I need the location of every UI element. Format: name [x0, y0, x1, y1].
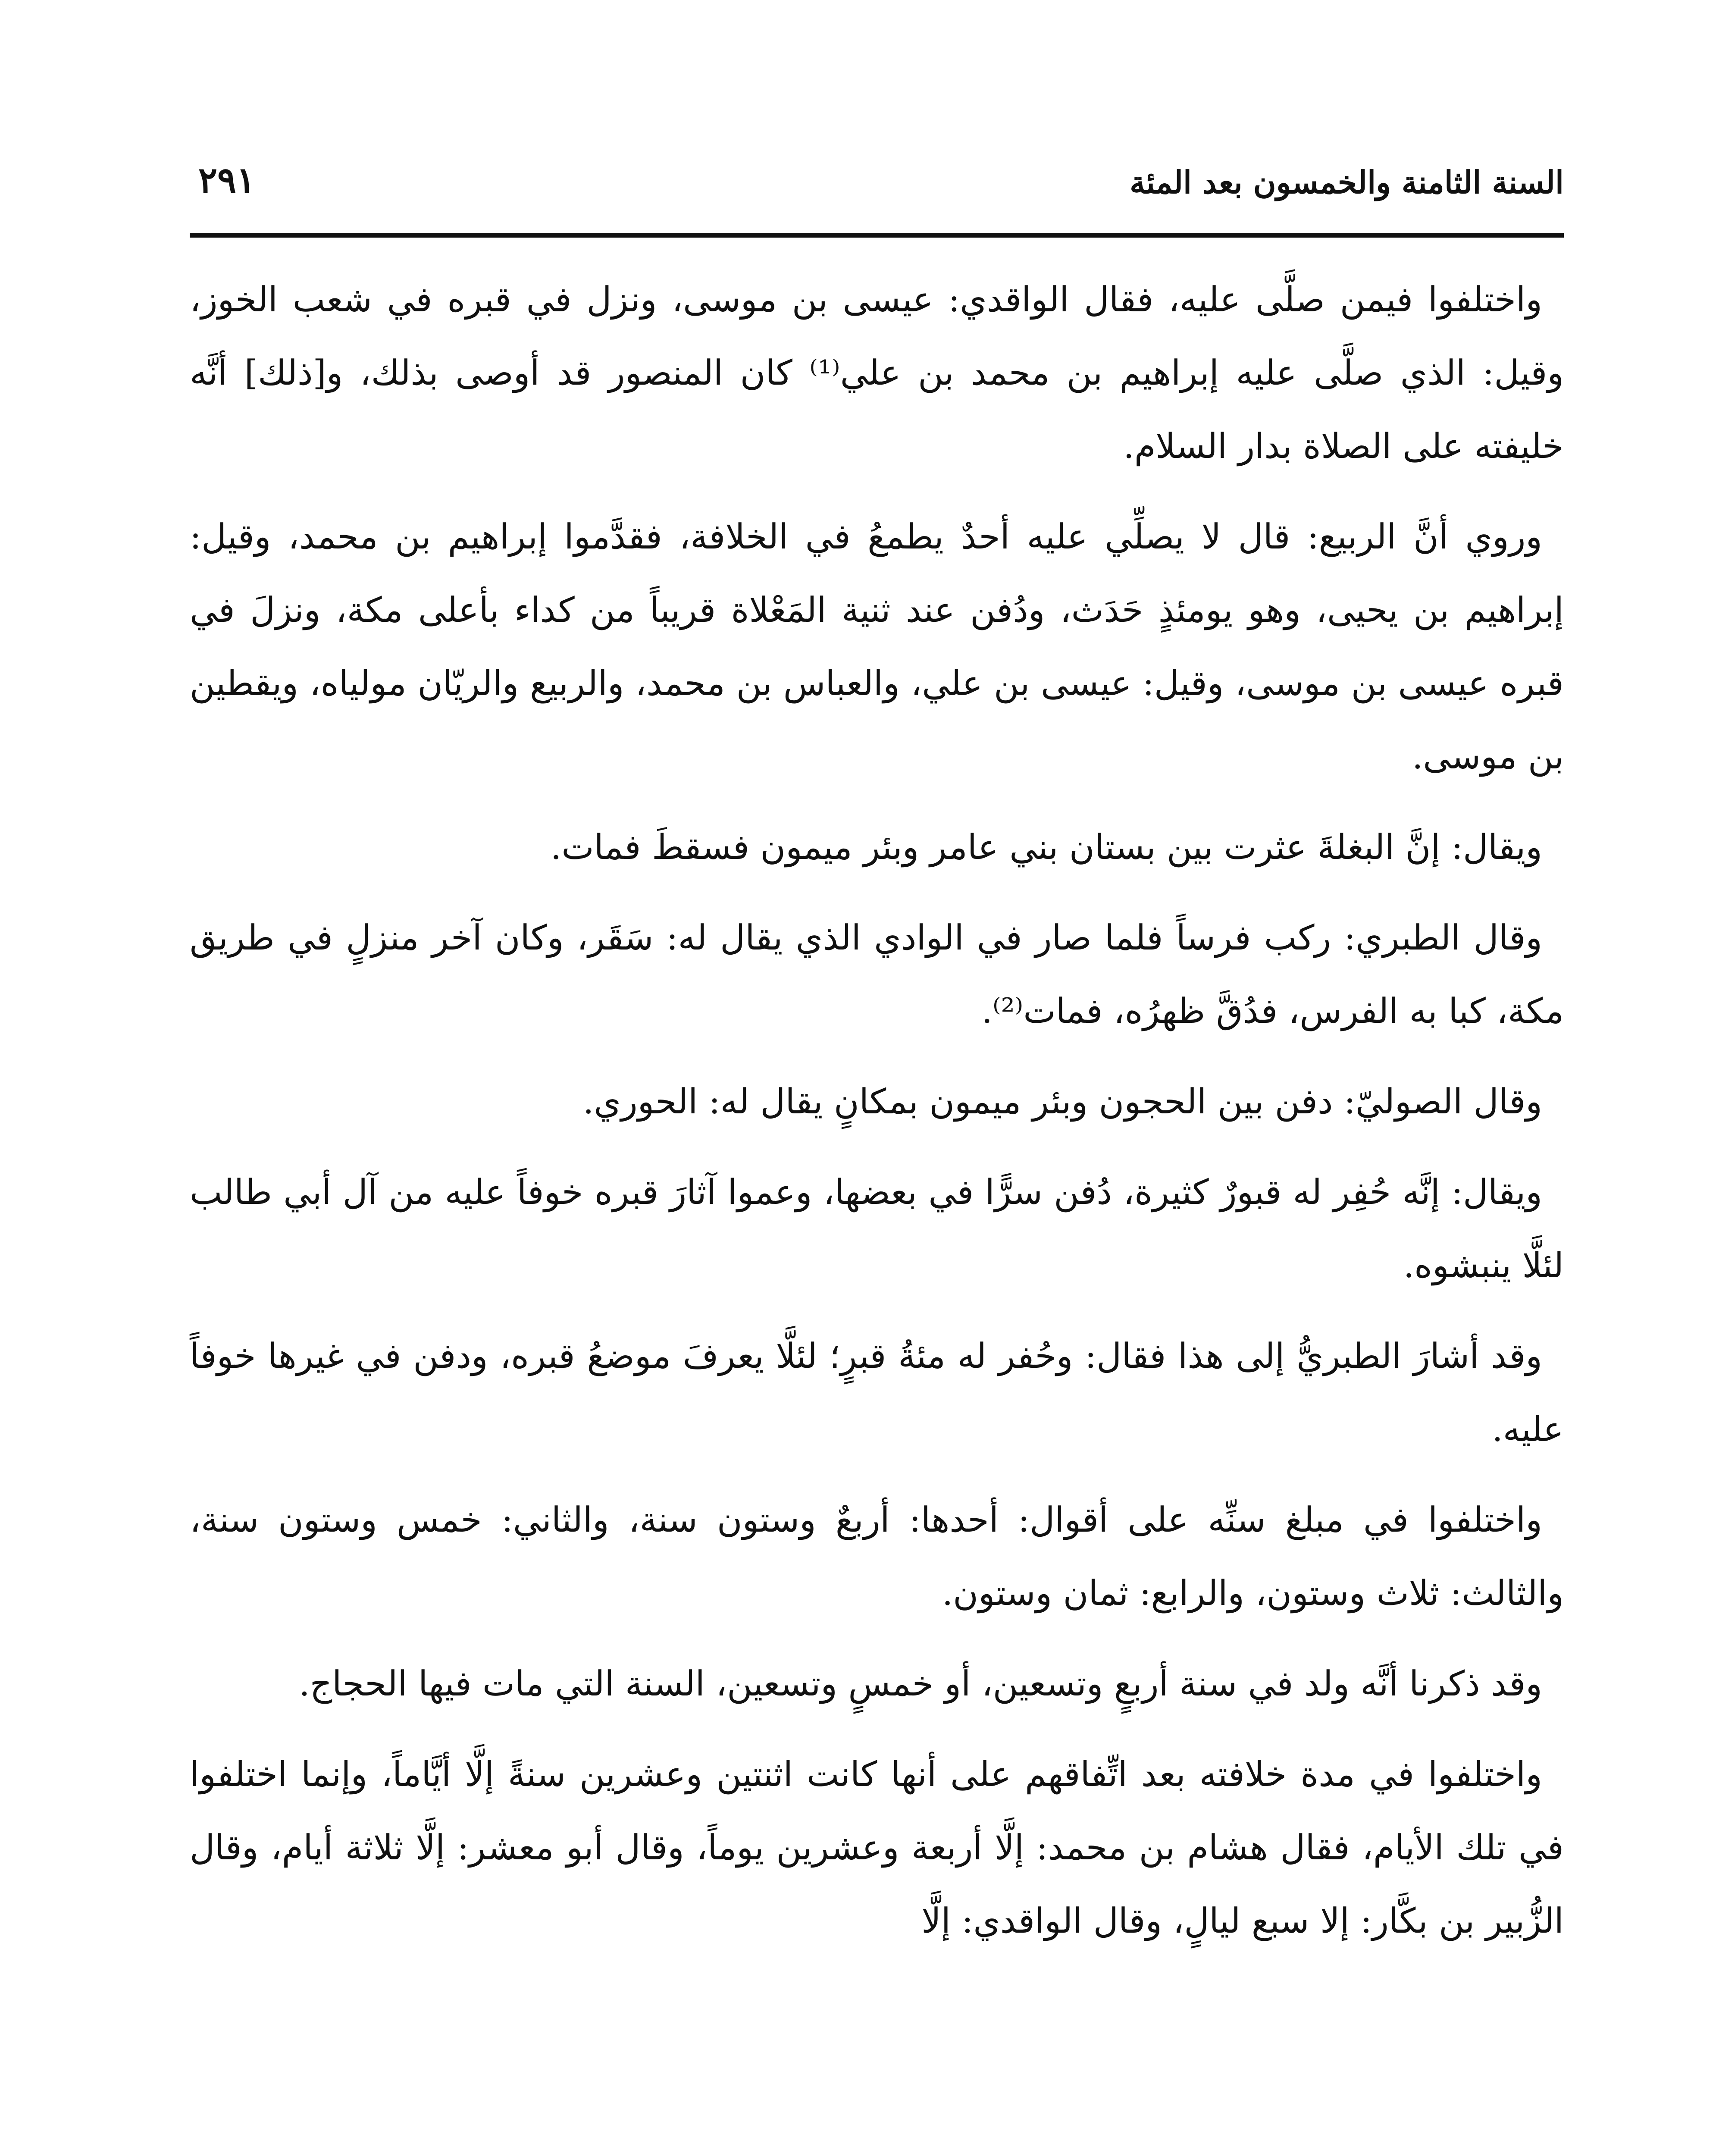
header-divider: [190, 233, 1564, 238]
paragraph: وروي أنَّ الربيع: قال لا يصلِّي عليه أحدٌ يطمعُ في الخلافة، فقدَّموا إبراهيم بن محمد، وقيل: إبراهيم بن يحيى، وهو يومئذٍ حَدَث، ودُفن عند ثنية المَعْلاة قريباً من كداء بأعلى مكة، ونزلَ في قبره عيسى بن موسى، وقيل: عيسى بن علي، والعباس بن محمد، والربيع والريّان مولياه، ويقطين بن موسى.: [190, 517, 1564, 777]
running-title: السنة الثامنة والخمسون بعد المئة: [1130, 164, 1564, 201]
page-number: ٢٩١: [198, 160, 256, 201]
main-text: [190, 263, 1564, 1975]
paragraph: واختلفوا في مدة خلافته بعد اتِّفاقهم على أنها كانت اثنتين وعشرين سنةً إلَّا أيَّاماً، وإنما اختلفوا في تلك الأيام، فقال هشام بن محمد: إلَّا أربعة وعشرين يوماً، وقال أبو معشر: إلَّا ثلاثة أيام، وقال الزُّبير بن بكَّار: إلا سبع ليالٍ، وقال الواقدي: إلَّا: [190, 1754, 1564, 1941]
paragraph: وقال الطبري: ركب فرساً فلما صار في الوادي الذي يقال له: سَقَر، وكان آخر منزلٍ في طريق مكة، كبا به الفرس، فدُقَّ ظهرُه، فمات⁽²⁾.: [190, 918, 1564, 1031]
paragraph: وقد ذكرنا أنَّه ولد في سنة أربعٍ وتسعين، أو خمسٍ وتسعين، السنة التي مات فيها الحجاج.: [299, 1664, 1542, 1704]
paragraph: وقال الصوليّ: دفن بين الحجون وبئر ميمون بمكانٍ يقال له: الحوري.: [582, 1081, 1542, 1122]
paragraph: واختلفوا في مبلغ سنِّه على أقوال: أحدها: أربعٌ وستون سنة، والثاني: خمس وستون سنة، والثالث: ثلاث وستون، والرابع: ثمان وستون.: [190, 1500, 1564, 1613]
paragraph: ويقال: إنَّه حُفِر له قبورٌ كثيرة، دُفن سرًّا في بعضها، وعموا آثارَ قبره خوفاً عليه من آل أبي طالب لئلَّا ينبشوه.: [190, 1172, 1564, 1285]
paragraph: واختلفوا فيمن صلَّى عليه، فقال الواقدي: عيسى بن موسى، ونزل في قبره في شعب الخوز، وقيل: الذي صلَّى عليه إبراهيم بن محمد بن علي⁽¹⁾ كان المنصور قد أوصى بذلك، و[ذلك] أنَّه خليفته على الصلاة بدار السلام.: [190, 279, 1564, 466]
page-header: [190, 142, 1564, 229]
paragraph: وقد أشارَ الطبريُّ إلى هذا فقال: وحُفر له مئةُ قبرٍ؛ لئلَّا يعرفَ موضعُ قبره، ودفن في غيرها خوفاً عليه.: [190, 1336, 1564, 1449]
paragraph: ويقال: إنَّ البغلةَ عثرت بين بستان بني عامر وبئر ميمون فسقطَ فمات.: [550, 827, 1542, 867]
